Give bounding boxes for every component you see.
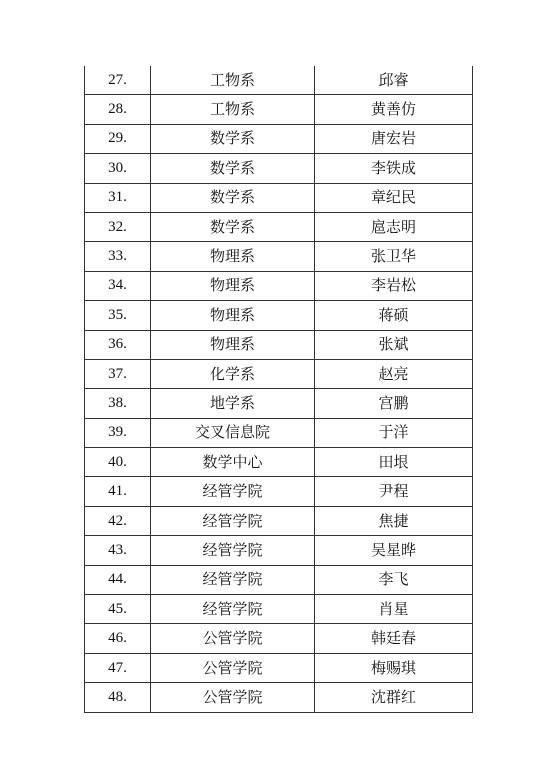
row-department: 公管学院	[151, 624, 315, 653]
roster-table-body	[85, 66, 473, 712]
row-department: 物理系	[151, 242, 315, 271]
table-row	[85, 154, 473, 183]
row-name: 蒋硕	[315, 301, 473, 330]
row-name: 沈群红	[315, 683, 473, 712]
row-number: 27.	[85, 66, 151, 95]
row-name: 张斌	[315, 330, 473, 359]
row-name: 于洋	[315, 418, 473, 447]
table-row	[85, 124, 473, 153]
table-row	[85, 212, 473, 241]
row-name: 章纪民	[315, 183, 473, 212]
row-department: 公管学院	[151, 653, 315, 682]
row-name: 吴星晔	[315, 536, 473, 565]
row-name: 唐宏岩	[315, 124, 473, 153]
row-name: 李铁成	[315, 154, 473, 183]
row-number: 42.	[85, 506, 151, 535]
row-name: 赵亮	[315, 359, 473, 388]
row-department: 经管学院	[151, 506, 315, 535]
table-row	[85, 66, 473, 95]
row-name: 邱睿	[315, 66, 473, 95]
row-number: 41.	[85, 477, 151, 506]
table-row	[85, 359, 473, 388]
row-number: 44.	[85, 565, 151, 594]
row-department: 物理系	[151, 301, 315, 330]
row-department: 数学系	[151, 183, 315, 212]
row-number: 48.	[85, 683, 151, 712]
row-name: 扈志明	[315, 212, 473, 241]
row-number: 34.	[85, 271, 151, 300]
row-name: 宫鹏	[315, 389, 473, 418]
row-department: 经管学院	[151, 477, 315, 506]
row-number: 30.	[85, 154, 151, 183]
table-row	[85, 389, 473, 418]
row-department: 数学系	[151, 212, 315, 241]
table-row	[85, 301, 473, 330]
row-name: 韩廷春	[315, 624, 473, 653]
row-department: 化学系	[151, 359, 315, 388]
table-row	[85, 418, 473, 447]
row-number: 47.	[85, 653, 151, 682]
row-department: 工物系	[151, 66, 315, 95]
row-number: 38.	[85, 389, 151, 418]
row-department: 数学系	[151, 124, 315, 153]
row-department: 经管学院	[151, 536, 315, 565]
row-department: 交叉信息院	[151, 418, 315, 447]
row-name: 尹程	[315, 477, 473, 506]
table-row	[85, 565, 473, 594]
row-department: 公管学院	[151, 683, 315, 712]
table-row	[85, 595, 473, 624]
row-name: 焦捷	[315, 506, 473, 535]
table-row	[85, 653, 473, 682]
row-name: 李飞	[315, 565, 473, 594]
row-department: 工物系	[151, 95, 315, 124]
row-number: 43.	[85, 536, 151, 565]
row-number: 35.	[85, 301, 151, 330]
row-number: 31.	[85, 183, 151, 212]
row-department: 数学中心	[151, 448, 315, 477]
row-number: 37.	[85, 359, 151, 388]
row-name: 肖星	[315, 595, 473, 624]
table-row	[85, 506, 473, 535]
table-row	[85, 448, 473, 477]
row-department: 物理系	[151, 330, 315, 359]
row-name: 田垠	[315, 448, 473, 477]
table-row	[85, 330, 473, 359]
table-row	[85, 536, 473, 565]
row-name: 李岩松	[315, 271, 473, 300]
row-number: 40.	[85, 448, 151, 477]
roster-table	[84, 66, 473, 713]
row-number: 28.	[85, 95, 151, 124]
row-number: 39.	[85, 418, 151, 447]
row-name: 黄善仿	[315, 95, 473, 124]
row-department: 经管学院	[151, 595, 315, 624]
table-row	[85, 477, 473, 506]
row-department: 地学系	[151, 389, 315, 418]
row-number: 33.	[85, 242, 151, 271]
table-row	[85, 183, 473, 212]
row-department: 数学系	[151, 154, 315, 183]
row-number: 32.	[85, 212, 151, 241]
table-row	[85, 683, 473, 712]
table-row	[85, 624, 473, 653]
row-department: 经管学院	[151, 565, 315, 594]
table-row	[85, 271, 473, 300]
row-name: 张卫华	[315, 242, 473, 271]
table-row	[85, 242, 473, 271]
row-number: 29.	[85, 124, 151, 153]
row-department: 物理系	[151, 271, 315, 300]
row-name: 梅赐琪	[315, 653, 473, 682]
row-number: 45.	[85, 595, 151, 624]
row-number: 46.	[85, 624, 151, 653]
table-row	[85, 95, 473, 124]
row-number: 36.	[85, 330, 151, 359]
